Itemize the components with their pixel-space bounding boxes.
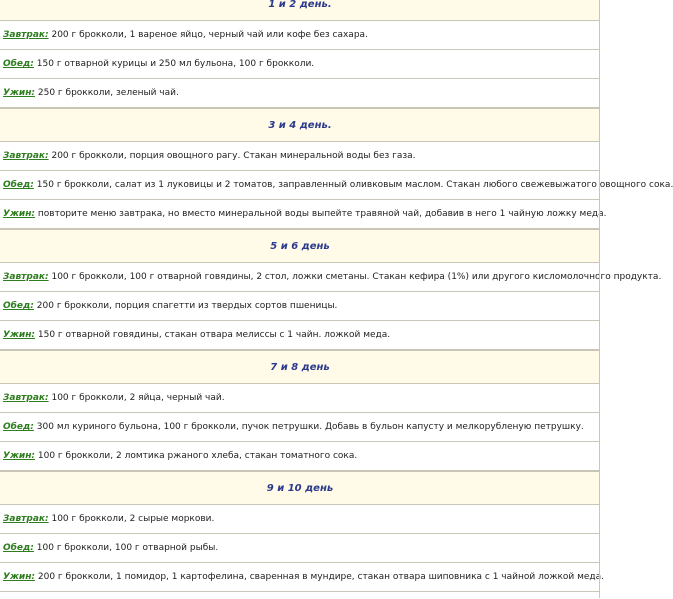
dinner-label: Ужин: [3, 572, 36, 582]
dinner-text: 200 г брокколи, 1 помидор, 1 картофелина, сваренная в мундире, стакан отвара шиповника с 1 чайной ложкой меда. [35, 572, 605, 582]
breakfast-text: 100 г брокколи, 2 сырые моркови. [48, 514, 215, 524]
day-title: 9 и 10 день [0, 471, 600, 505]
meal-row-dinner [0, 321, 600, 350]
meal-row-lunch [0, 171, 673, 200]
breakfast-label: Завтрак: [3, 514, 49, 524]
breakfast-label: Завтрак: [3, 393, 49, 403]
breakfast-text: 200 г брокколи, порция овощного рагу. Стакан минеральной воды без газа. [48, 151, 416, 161]
meal-row-lunch [0, 50, 600, 79]
day-title: 7 и 8 день [0, 350, 600, 384]
lunch-label: Обед: [3, 301, 34, 311]
meal-row-lunch [0, 413, 600, 442]
day-block [0, 471, 605, 592]
meal-row-breakfast [0, 142, 600, 171]
day-block [0, 108, 673, 229]
meal-row-breakfast [0, 384, 600, 413]
dinner-label: Ужин: [3, 330, 36, 340]
dinner-text: 250 г брокколи, зеленый чай. [35, 88, 179, 98]
day-title: 1 и 2 день. [0, 0, 600, 21]
breakfast-text: 100 г брокколи, 100 г отварной говядины, 2 стол, ложки сметаны. Стакан кефира (1%) или другого кисломолочного продукта. [48, 272, 662, 282]
day-title: 3 и 4 день. [0, 108, 600, 142]
lunch-label: Обед: [3, 59, 34, 69]
meal-row-dinner [0, 442, 600, 471]
day-title: 5 и 6 день [0, 229, 600, 263]
breakfast-label: Завтрак: [3, 30, 49, 40]
meal-row-breakfast [0, 263, 662, 292]
dinner-text: 150 г отварной говядины, стакан отвара мелиссы с 1 чайн. ложкой меда. [35, 330, 391, 340]
breakfast-label: Завтрак: [3, 151, 49, 161]
lunch-text: 300 мл куриного бульона, 100 г брокколи, пучок петрушки. Добавь в бульон капусту и мелкорубленую петрушку. [33, 422, 584, 432]
meal-row-dinner [0, 563, 605, 592]
lunch-text: 100 г брокколи, 100 г отварной рыбы. [33, 543, 219, 553]
dinner-label: Ужин: [3, 88, 36, 98]
meal-row-dinner [0, 79, 600, 108]
breakfast-text: 200 г брокколи, 1 вареное яйцо, черный чай или кофе без сахара. [48, 30, 368, 40]
dinner-label: Ужин: [3, 451, 36, 461]
dinner-label: Ужин: [3, 209, 36, 219]
dinner-text: 100 г брокколи, 2 ломтика ржаного хлеба, стакан томатного сока. [35, 451, 358, 461]
lunch-text: 150 г брокколи, салат из 1 луковицы и 2 томатов, заправленный оливковым маслом. Стакан любого свежевыжатого овощного сока. [33, 180, 673, 190]
day-block [0, 0, 600, 108]
meal-row-dinner [0, 200, 607, 229]
meal-row-lunch [0, 534, 600, 563]
meal-row-lunch [0, 292, 600, 321]
lunch-text: 200 г брокколи, порция спагетти из твердых сортов пшеницы. [33, 301, 338, 311]
breakfast-text: 100 г брокколи, 2 яйца, черный чай. [48, 393, 225, 403]
meal-row-breakfast [0, 505, 600, 534]
lunch-label: Обед: [3, 543, 34, 553]
lunch-label: Обед: [3, 422, 34, 432]
breakfast-label: Завтрак: [3, 272, 49, 282]
day-block [0, 350, 600, 471]
day-block [0, 229, 662, 350]
meal-row-breakfast [0, 21, 600, 50]
lunch-text: 150 г отварной курицы и 250 мл бульона, 100 г брокколи. [33, 59, 315, 69]
dinner-text: повторите меню завтрака, но вместо минеральной воды выпейте травяной чай, добавив в него 1 чайную ложку меда. [35, 209, 607, 219]
lunch-label: Обед: [3, 180, 34, 190]
